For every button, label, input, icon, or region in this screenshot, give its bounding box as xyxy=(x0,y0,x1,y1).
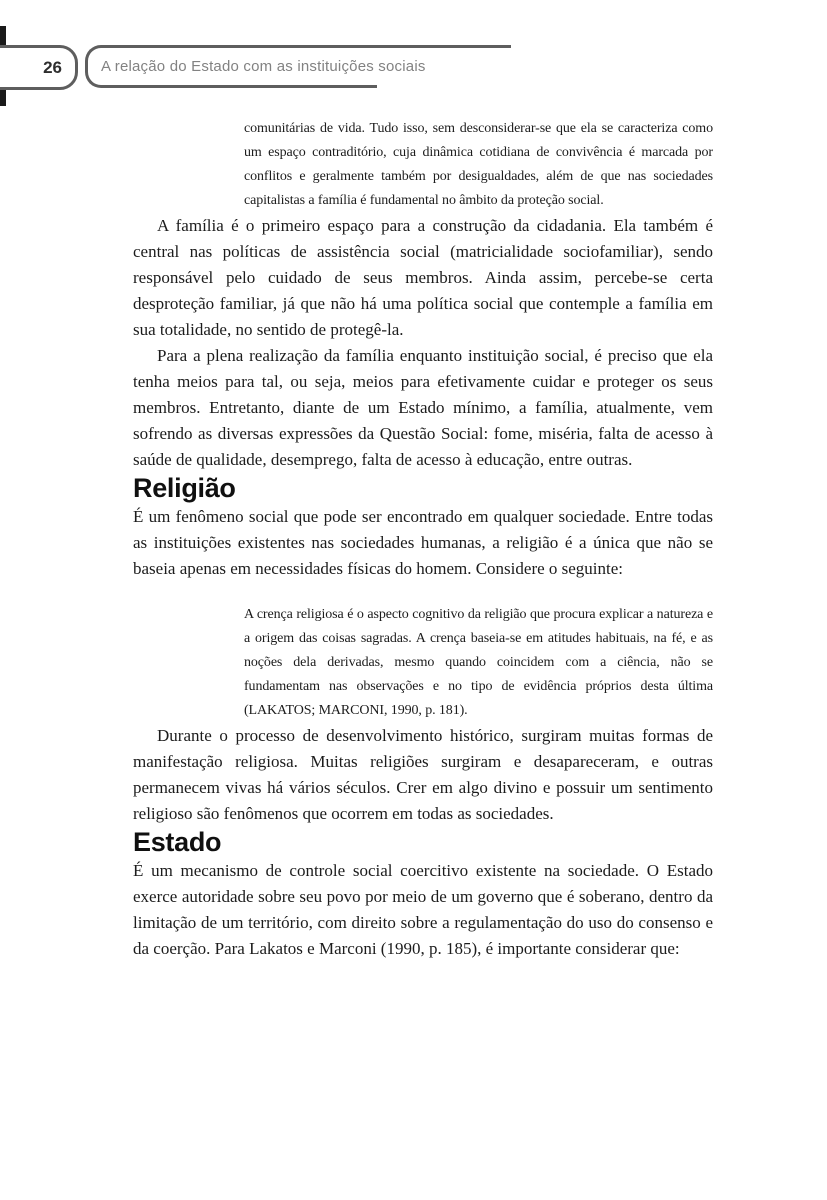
paragraph-religion-1: É um fenômeno social que pode ser encontrado em qualquer sociedade. Entre todas as instituições existentes nas sociedades humanas, a religião é a única que não se baseia apenas em necessidades físicas do homem. Considere o seguinte: xyxy=(133,507,713,578)
page-number: 26 xyxy=(43,57,62,77)
chapter-title: A relação do Estado com as instituições sociais xyxy=(101,58,426,75)
paragraph-family-2: Para a plena realização da família enquanto instituição social, é preciso que ela tenha meios para tal, ou seja, meios para efetivamente cuidar e proteger os seus membros. Entretanto, diante de um Estado mínimo, a família, atualmente, vem sofrendo as diversas expressões da Questão Social: fome, miséria, falta de acesso à saúde de qualidade, desemprego, falta de acesso à educação, entre outras. xyxy=(133,346,713,469)
chapter-title-box xyxy=(85,45,426,88)
section-heading-estado: Estado xyxy=(133,827,222,857)
header-rule xyxy=(375,45,511,48)
section-heading-religiao: Religião xyxy=(133,473,236,503)
block-quote-family: comunitárias de vida. Tudo isso, sem desconsiderar-se que ela se caracteriza como um espaço contraditório, cuja dinâmica cotidiana de convivência é marcada por conflitos e geralmente também por desigualdades, além de que nas sociedades capitalistas a família é fundamental no âmbito da proteção social. xyxy=(244,121,713,208)
page-number-box xyxy=(0,45,78,90)
paragraph-state-1: É um mecanismo de controle social coercitivo existente na sociedade. O Estado exerce autoridade sobre seu povo por meio de um governo que é soberano, dentro da limitação de um território, com direito sobre a regulamentação do uso do consenso e da coerção. Para Lakatos e Marconi (1990, p. 185), é importante considerar que: xyxy=(133,861,713,958)
paragraph-religion-2: Durante o processo de desenvolvimento histórico, surgiram muitas formas de manifestação religiosa. Muitas religiões surgiram e desapareceram, e outras permanecem vivas há vários séculos. Crer em algo divino e possuir um sentimento religioso são fenômenos que ocorrem em todas as sociedades. xyxy=(133,726,713,823)
paragraph-family-1: A família é o primeiro espaço para a construção da cidadania. Ela também é central nas políticas de assistência social (matricialidade sociofamiliar), sendo responsável pelo cuidado de seus membros. Ainda assim, percebe-se certa desproteção familiar, já que não há uma política social que contemple a família em sua totalidade, no sentido de protegê-la. xyxy=(133,216,713,339)
block-quote-religion: A crença religiosa é o aspecto cognitivo da religião que procura explicar a natureza e a origem das coisas sagradas. A crença baseia-se em atitudes habituais, na fé, e as noções dela derivadas, mesmo quando coincidem com a ciência, não se fundamentam nas observações e no tipo de evidência próprios desta última (LAKATOS; MARCONI, 1990, p. 181). xyxy=(244,607,713,718)
